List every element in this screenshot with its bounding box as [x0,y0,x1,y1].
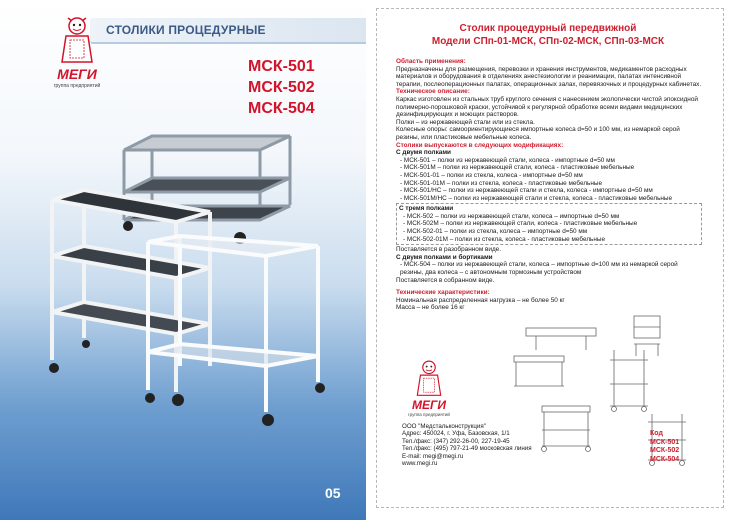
delivery-note: Поставляется в собранном виде. [396,276,495,284]
list-item: - МСК-502-01М – полки из стекла, колеса - пластиковые мебельные [403,235,606,243]
tech-heading: Техническое описание: [396,88,470,96]
list-item: - МСК-501 – полки из нержавеющей стали, колеса - импортные d=50 мм [400,156,615,164]
section-header [90,18,366,44]
list-item: - МСК-502-01 – полки из стекла, колеса – импортные d=50 мм [403,228,588,236]
list-item: - МСК-502М – полки из нержавеющей стали, колеса - пластиковые мебельные [403,220,638,228]
company-website: www.megi.ru [402,460,438,468]
code-item: МСК-501 [650,438,680,446]
title-line: Модели СПп-01-МСК, СПп-02-МСК, СПп-03-МСК [431,36,665,47]
megi-logo [46,14,108,100]
mascot-logo-icon [46,14,108,68]
list-item: - МСК-501/НС – полки из нержавеющей стали и стекла, колеса - импортные d=50 мм [400,187,653,195]
product-codes [650,430,710,464]
company-address: Адрес: 450024, г. Уфа, Базовская, 1/1 [402,430,510,438]
page-number: 05 [325,485,341,501]
logo-subtitle: группа предприятий [53,83,101,89]
delivery-note: Поставляется в разобранном виде. [396,246,502,254]
model-title: МСК-501 [248,58,315,75]
logo-brand: МЕГИ [57,66,97,82]
mascot-logo-icon [402,358,456,400]
code-item: МСК-504 [650,455,680,463]
spec-mass: Масса – не более 16 кг [396,304,465,312]
company-phone: Тел./факс: (495) 797-21-49 московская линия [402,445,532,453]
company-email: E-mail: megi@megi.ru [402,452,464,460]
company-phone: Тел./факс: (347) 292-26-00, 227-19-45 [402,437,510,445]
code-item: МСК-502 [650,447,680,455]
trolleys-photo [40,130,340,440]
title-line: Столик процедурный передвижной [459,23,637,34]
list-item: - МСК-504 – полки из нержавеющей стали, колеса – импортные d=100 мм из немаркой серой резины, два колеса – с автономным тормозным устройством [400,261,678,277]
list-item: - МСК-501М/НС – полки из нержавеющей стали и стекла, колеса - пластиковые мебельные [400,194,673,202]
modifications-heading: Столики выпускаются в следующих модификациях: [396,141,564,149]
product-description [396,58,702,312]
spec-load: Номинальная распределенная нагрузка – не более 50 кг [396,296,565,304]
list-item: - МСК-501-01 – полки из стекла, колеса - импортные d=50 мм [400,171,583,179]
list-item: - МСК-502 – полки из нержавеющей стали, колеса – импортные d=50 мм [403,212,620,220]
logo-brand: МЕГИ [412,398,446,412]
specs-heading: Технические характеристики: [396,289,490,297]
company-name: ООО "Медстальконструкция" [402,423,486,430]
scope-text: Предназначены для размещения, перевозки и хранения инструментов, медикаментов расходных материалов и оборудования в отделениях анестезиологии и реанимации, палатах интенсивной терапии, послеоперационных палатах, операционных залах, перевязочных и процедурных кабинетах. [396,65,702,88]
product-title [392,22,704,48]
model-list [248,56,358,119]
section-title: СТОЛИКИ ПРОЦЕДУРНЫЕ [106,23,266,37]
code-label: Код [650,430,663,437]
three-shelves-heading: С тремя полками [399,205,454,213]
two-shelves-heading: С двумя полками [396,149,451,157]
list-item: - МСК-501-01М – полки из стекла, колеса - пластиковые мебельные [400,179,603,187]
scope-heading: Область применения: [396,58,466,65]
megi-logo [402,358,456,422]
tech-text: Каркас изготовлен из стальных труб круглого сечения с нанесением экологически чистой эпоксидной полимерно-порошковой краски, устойчивой к регулярной обработке всеми видами медицинских дезинфицирующих и моющих растворов. [396,95,698,119]
model-title: МСК-502 [248,79,315,96]
model-title: МСК-504 [248,100,315,117]
logo-subtitle: группа предприятий [408,412,450,417]
company-contacts [402,423,582,467]
tech-text: Колесные опоры: самоориентирующиеся импортные колеса d=50 и 100 мм, из немаркой серой резины, или пластиковые мебельные колеса. [396,126,680,141]
three-shelves-box [396,203,702,245]
right-page [366,0,732,520]
two-shelves-sides-heading: С двумя полками и бортиками [396,253,493,261]
list-item: - МСК-501М – полки из нержавеющей стали, колеса - пластиковые мебельные [400,164,635,172]
tech-text: Полки – из нержавеющей стали или из стекла. [396,118,535,126]
